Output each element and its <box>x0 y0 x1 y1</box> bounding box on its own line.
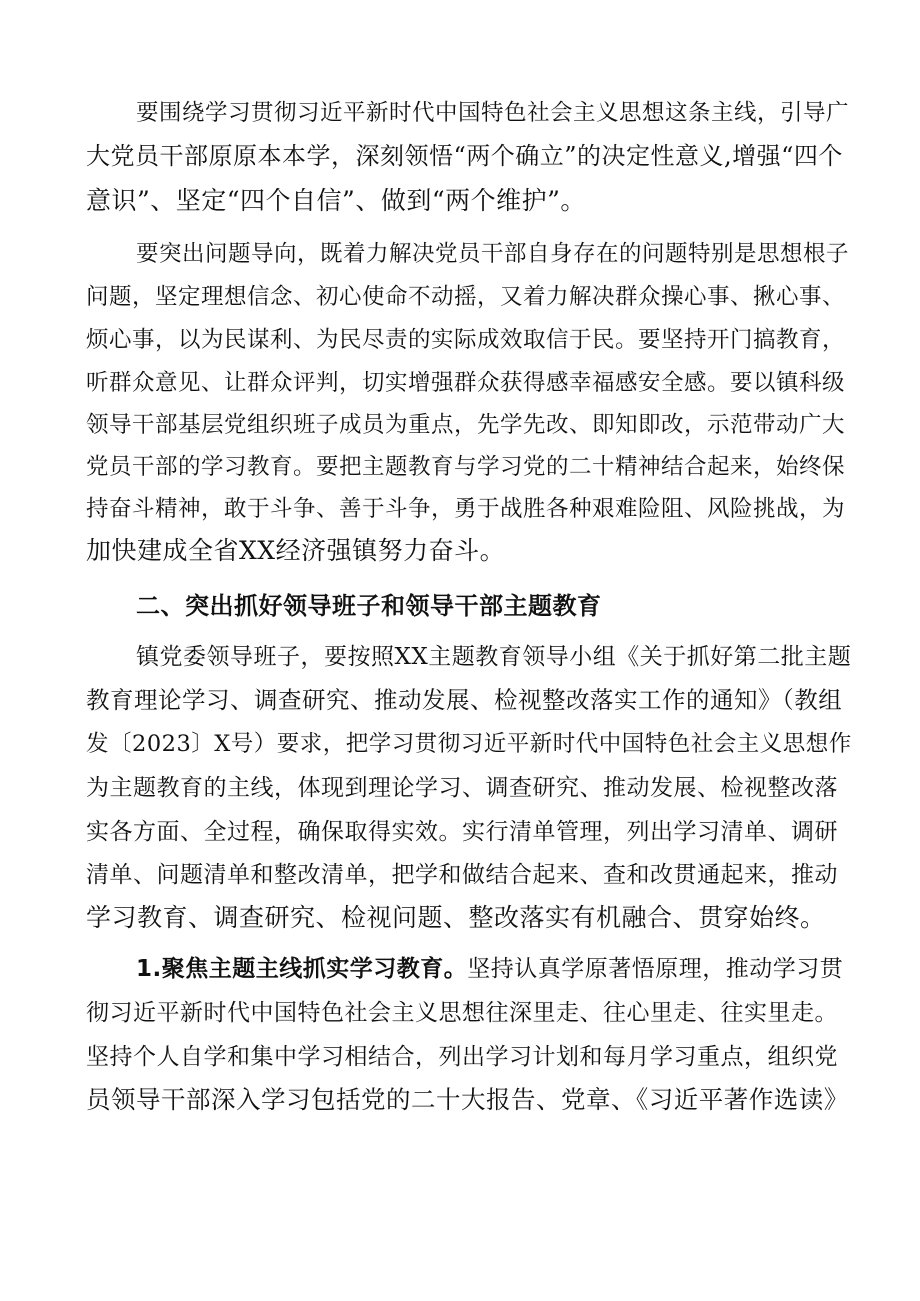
paragraph-line: 镇党委领导班子，要按照XX主题教育领导小组《关于抓好第二批主题 <box>136 644 852 670</box>
section-heading: 二、突出抓好领导班子和领导干部主题教育 <box>136 592 602 620</box>
paragraph-line: 要围绕学习贯彻习近平新时代中国特色社会主义思想这条主线，引导广 <box>136 100 850 126</box>
paragraph-line: 党员干部的学习教育。要把主题教育与学习党的二十精神结合起来，始终保 <box>86 454 846 480</box>
paragraph-line: 大党员干部原原本本学，深刻领悟“两个确立”的决定性意义,增强“四个 <box>86 142 843 170</box>
paragraph-line: 彻习近平新时代中国特色社会主义思想往深里走、往心里走、往实里走。 <box>86 1000 838 1026</box>
paragraph-line: 加快建成全省XX经济强镇努力奋斗。 <box>86 536 506 565</box>
paragraph-line: 持奋斗精神，敢于斗争、善于斗争，勇于战胜各种艰难险阻、风险挑战，为 <box>86 496 846 522</box>
paragraph-line: 发〔2023〕X号）要求，把学习贯彻习近平新时代中国特色社会主义思想作 <box>86 731 852 757</box>
paragraph-line: 为主题教育的主线，体现到理论学习、调查研究、推动发展、检视整改落 <box>86 775 838 801</box>
paragraph-line: 坚持个人自学和集中学习相结合，列出学习计划和每月学习重点，组织党 <box>86 1044 838 1070</box>
paragraph-line: 烦心事，以为民谋利、为民尽责的实际成效取信于民。要坚持开门搞教育， <box>86 327 846 353</box>
paragraph-line: 领导干部基层党组织班子成员为重点，先学先改、即知即改，示范带动广大 <box>86 412 846 438</box>
paragraph-text: 坚持认真学原著悟原理，推动学习贯 <box>467 956 844 982</box>
paragraph-line: 要突出问题导向，既着力解决党员干部自身存在的问题特别是思想根子 <box>136 241 850 267</box>
paragraph-line: 意识”、坚定“四个自信”、做到“两个维护”。 <box>86 186 586 215</box>
paragraph-line: 问题，坚定理想信念、初心使命不动摇，又着力解决群众操心事、揪心事、 <box>86 284 846 310</box>
paragraph-line: 教育理论学习、调查研究、推动发展、检视整改落实工作的通知》（教组 <box>86 686 843 714</box>
paragraph-line: 听群众意见、让群众评判，切实增强群众获得感幸福感安全感。要以镇科级 <box>86 370 846 396</box>
paragraph-line: 员领导干部深入学习包括党的二十大报告、党章、《习近平著作选读》 <box>86 1085 849 1114</box>
paragraph-line: 清单、问题清单和整改清单，把学和做结合起来、查和改贯通起来，推动 <box>86 862 838 888</box>
paragraph-line <box>136 954 843 984</box>
paragraph-line: 学习教育、调查研究、检视问题、整改落实有机融合、贯穿始终。 <box>86 903 826 932</box>
paragraph-line: 实各方面、全过程，确保取得实效。实行清单管理，列出学习清单、调研 <box>86 819 838 845</box>
subsection-lead: 1.聚焦主题主线抓实学习教育。 <box>136 956 468 982</box>
